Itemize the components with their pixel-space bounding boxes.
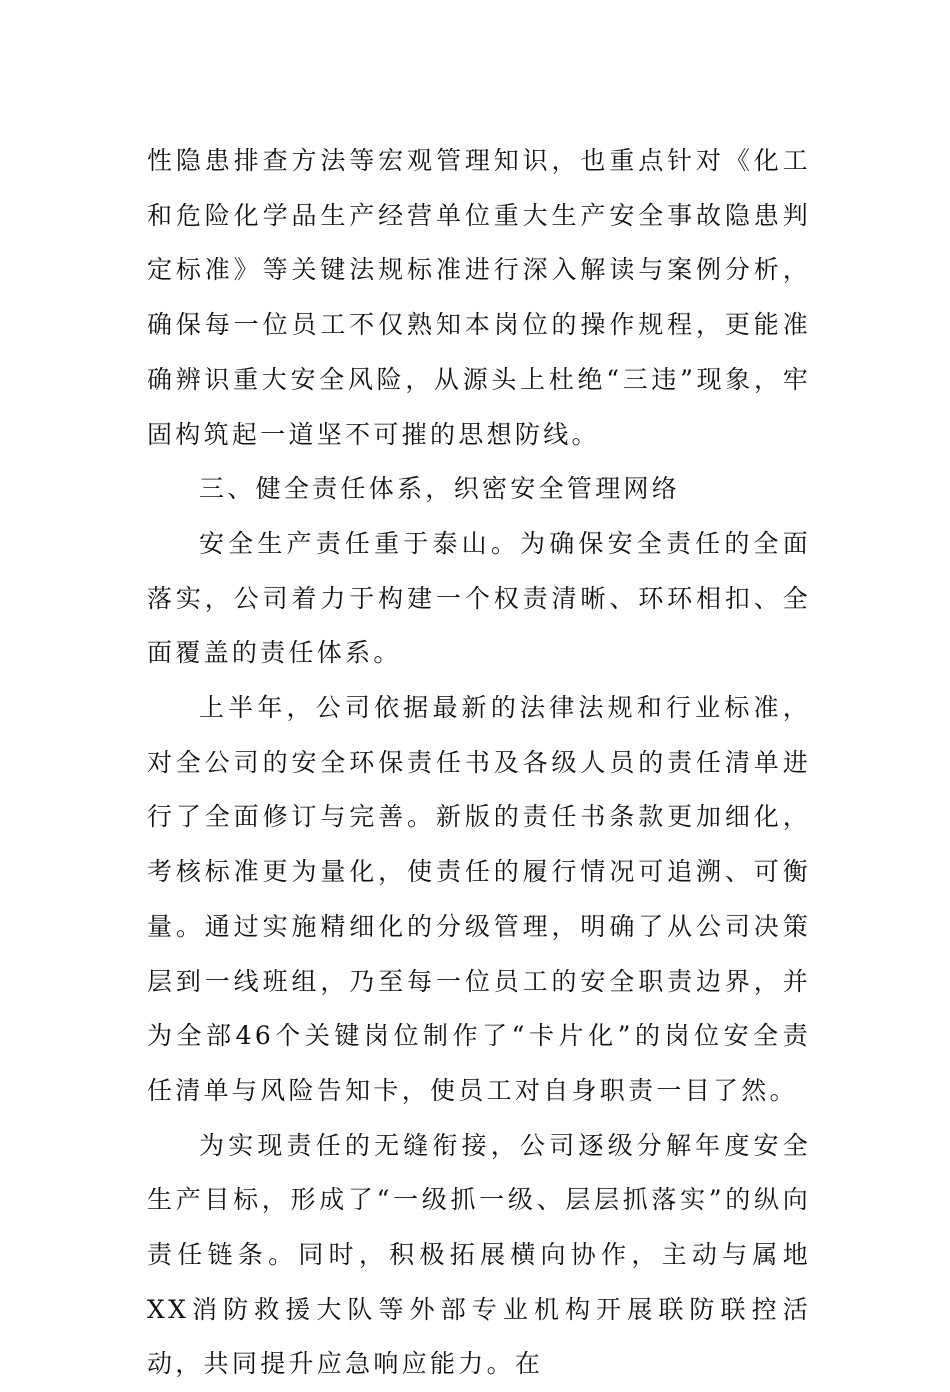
section-heading: 三、健全责任体系，织密安全管理网络 — [199, 474, 681, 504]
paragraph-first-half-year: 上半年，公司依据最新的法律法规和行业标准，对全公司的安全环保责任书及各级人员的责任清单进行了全面修订与完善。新版的责任书条款更加细化，考核标准更为量化，使责任的履行情况可追溯、可衡量。通过实施精细化的分级管理，明确了从公司决策层到一线班组，乃至每一位员工的安全职责边界，并为全部46个关键岗位制作了“卡片化”的岗位安全责任清单与风险告知卡，使员工对自身职责一目了然。 — [147, 693, 811, 1105]
paragraph-continuation: 性隐患排查方法等宏观管理知识，也重点针对《化工和危险化学品生产经营单位重大生产安全事故隐患判定标准》等关键法规标准进行深入解读与案例分析，确保每一位员工不仅熟知本岗位的操作规程，更能准确辨识重大安全风险，从源头上杜绝“三违”现象，牢固构筑起一道坚不可摧的思想防线。 — [147, 146, 811, 449]
paragraph-responsibility-intro: 安全生产责任重于泰山。为确保安全责任的全面落实，公司着力于构建一个权责清晰、环环相扣、全面覆盖的责任体系。 — [147, 528, 811, 668]
document-body — [147, 134, 811, 1392]
paragraph-seamless-connection: 为实现责任的无缝衔接，公司逐级分解年度安全生产目标，形成了“一级抓一级、层层抓落实”的纵向责任链条。同时，积极拓展横向协作，主动与属地XX消防救援大队等外部专业机构开展联防联控活动，共同提升应急响应能力。在 — [147, 1130, 811, 1379]
